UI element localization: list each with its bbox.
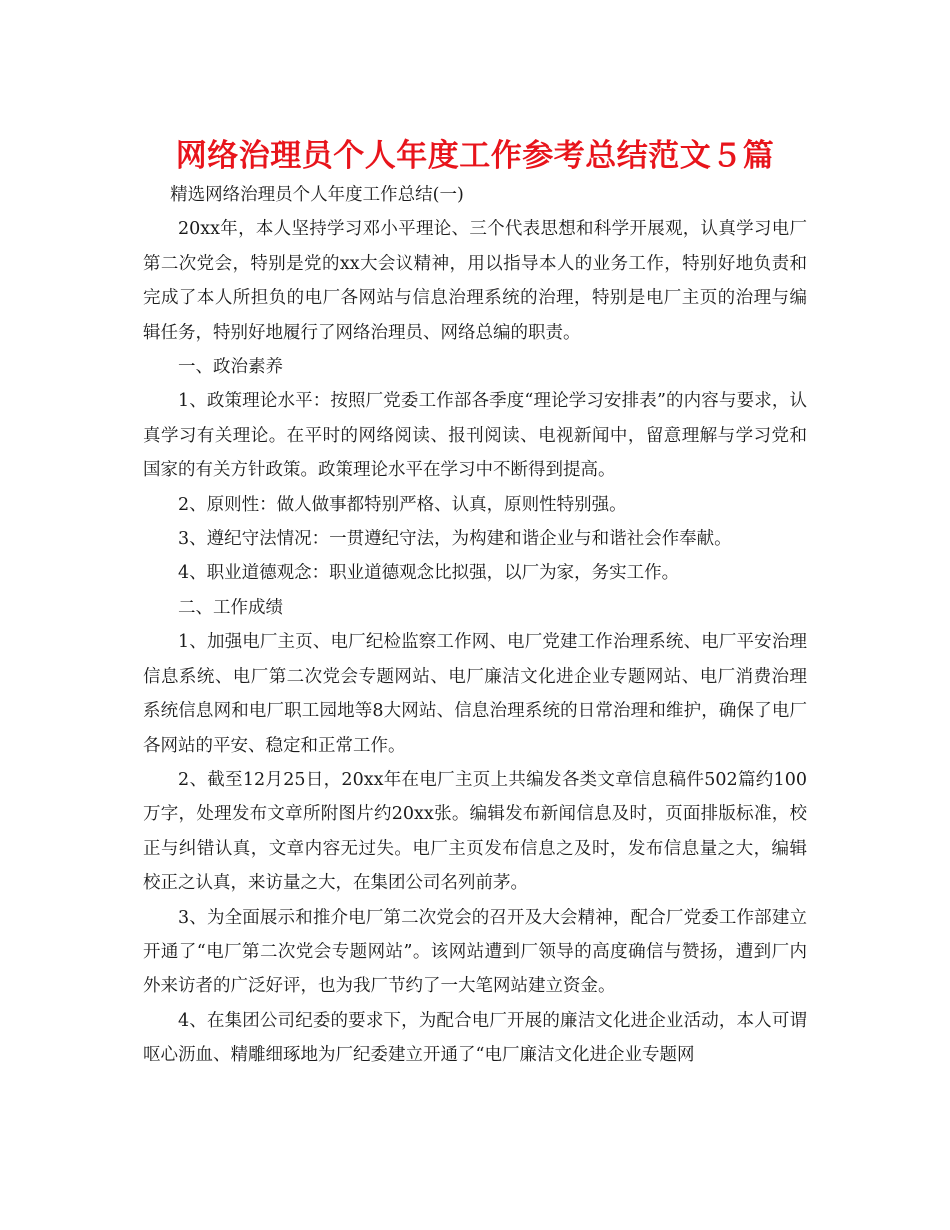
paragraph: 1、政策理论水平：按照厂党委工作部各季度“理论学习安排表”的内容与要求，认真学习有关理论。在平时的网络阅读、报刊阅读、电视新闻中，留意理解与学习党和国家的有关方针政策。政策理论水平在学习中不断得到提高。: [143, 391, 807, 481]
paragraph: 4、职业道德观念：职业道德观念比拟强，以厂为家，务实工作。: [178, 563, 680, 584]
section-heading: 二、工作成绩: [178, 597, 283, 618]
paragraph: 3、遵纪守法情况：一贯遵纪守法，为构建和谐企业与和谐社会作奉献。: [178, 529, 732, 550]
paragraph: 2、原则性：做人做事都特别严格、认真，原则性特别强。: [178, 494, 627, 515]
paragraph: 1、加强电厂主页、电厂纪检监察工作网、电厂党建工作治理系统、电厂平安治理信息系统、电厂第二次党会专题网站、电厂廉洁文化进企业专题网站、电厂消费治理系统信息网和电厂职工园地等8大网站、信息治理系统的日常治理和维护，确保了电厂各网站的平安、稳定和正常工作。: [143, 632, 807, 756]
paragraph: 2、截至12月25日，20xx年在电厂主页上共编发各类文章信息稿件502篇约100万字，处理发布文章所附图片约20xx张。编辑发布新闻信息及时，页面排版标准，校正与纠错认真，文章内容无过失。电厂主页发布信息之及时，发布信息量之大，编辑校正之认真，来访量之大，在集团公司名列前茅。: [143, 769, 807, 894]
paragraph: 3、为全面展示和推介电厂第二次党会的召开及大会精神，配合厂党委工作部建立开通了“电厂第二次党会专题网站”。该网站遭到厂领导的高度确信与赞扬，遭到厂内外来访者的广泛好评，也为我厂节约了一大笔网站建立资金。: [143, 907, 807, 997]
paragraph: 20xx年，本人坚持学习邓小平理论、三个代表思想和科学开展观，认真学习电厂第二次党会，特别是党的xx大会议精神，用以指导本人的业务工作，特别好地负责和完成了本人所担负的电厂各网站与信息治理系统的治理，特别是电厂主页的治理与编辑任务，特别好地履行了网络治理员、网络总编的职责。: [143, 219, 807, 343]
document-body: [143, 178, 807, 1073]
paragraph: 4、在集团公司纪委的要求下，为配合电厂开展的廉洁文化进企业活动，本人可谓呕心沥血、精雕细琢地为厂纪委建立开通了“电厂廉洁文化进企业专题网: [143, 1010, 807, 1066]
section-heading: 一、政治素养: [178, 357, 283, 378]
section-heading: 精选网络治理员个人年度工作总结(一): [170, 185, 464, 205]
document-title: 网络治理员个人年度工作参考总结范文５篇: [175, 138, 775, 174]
